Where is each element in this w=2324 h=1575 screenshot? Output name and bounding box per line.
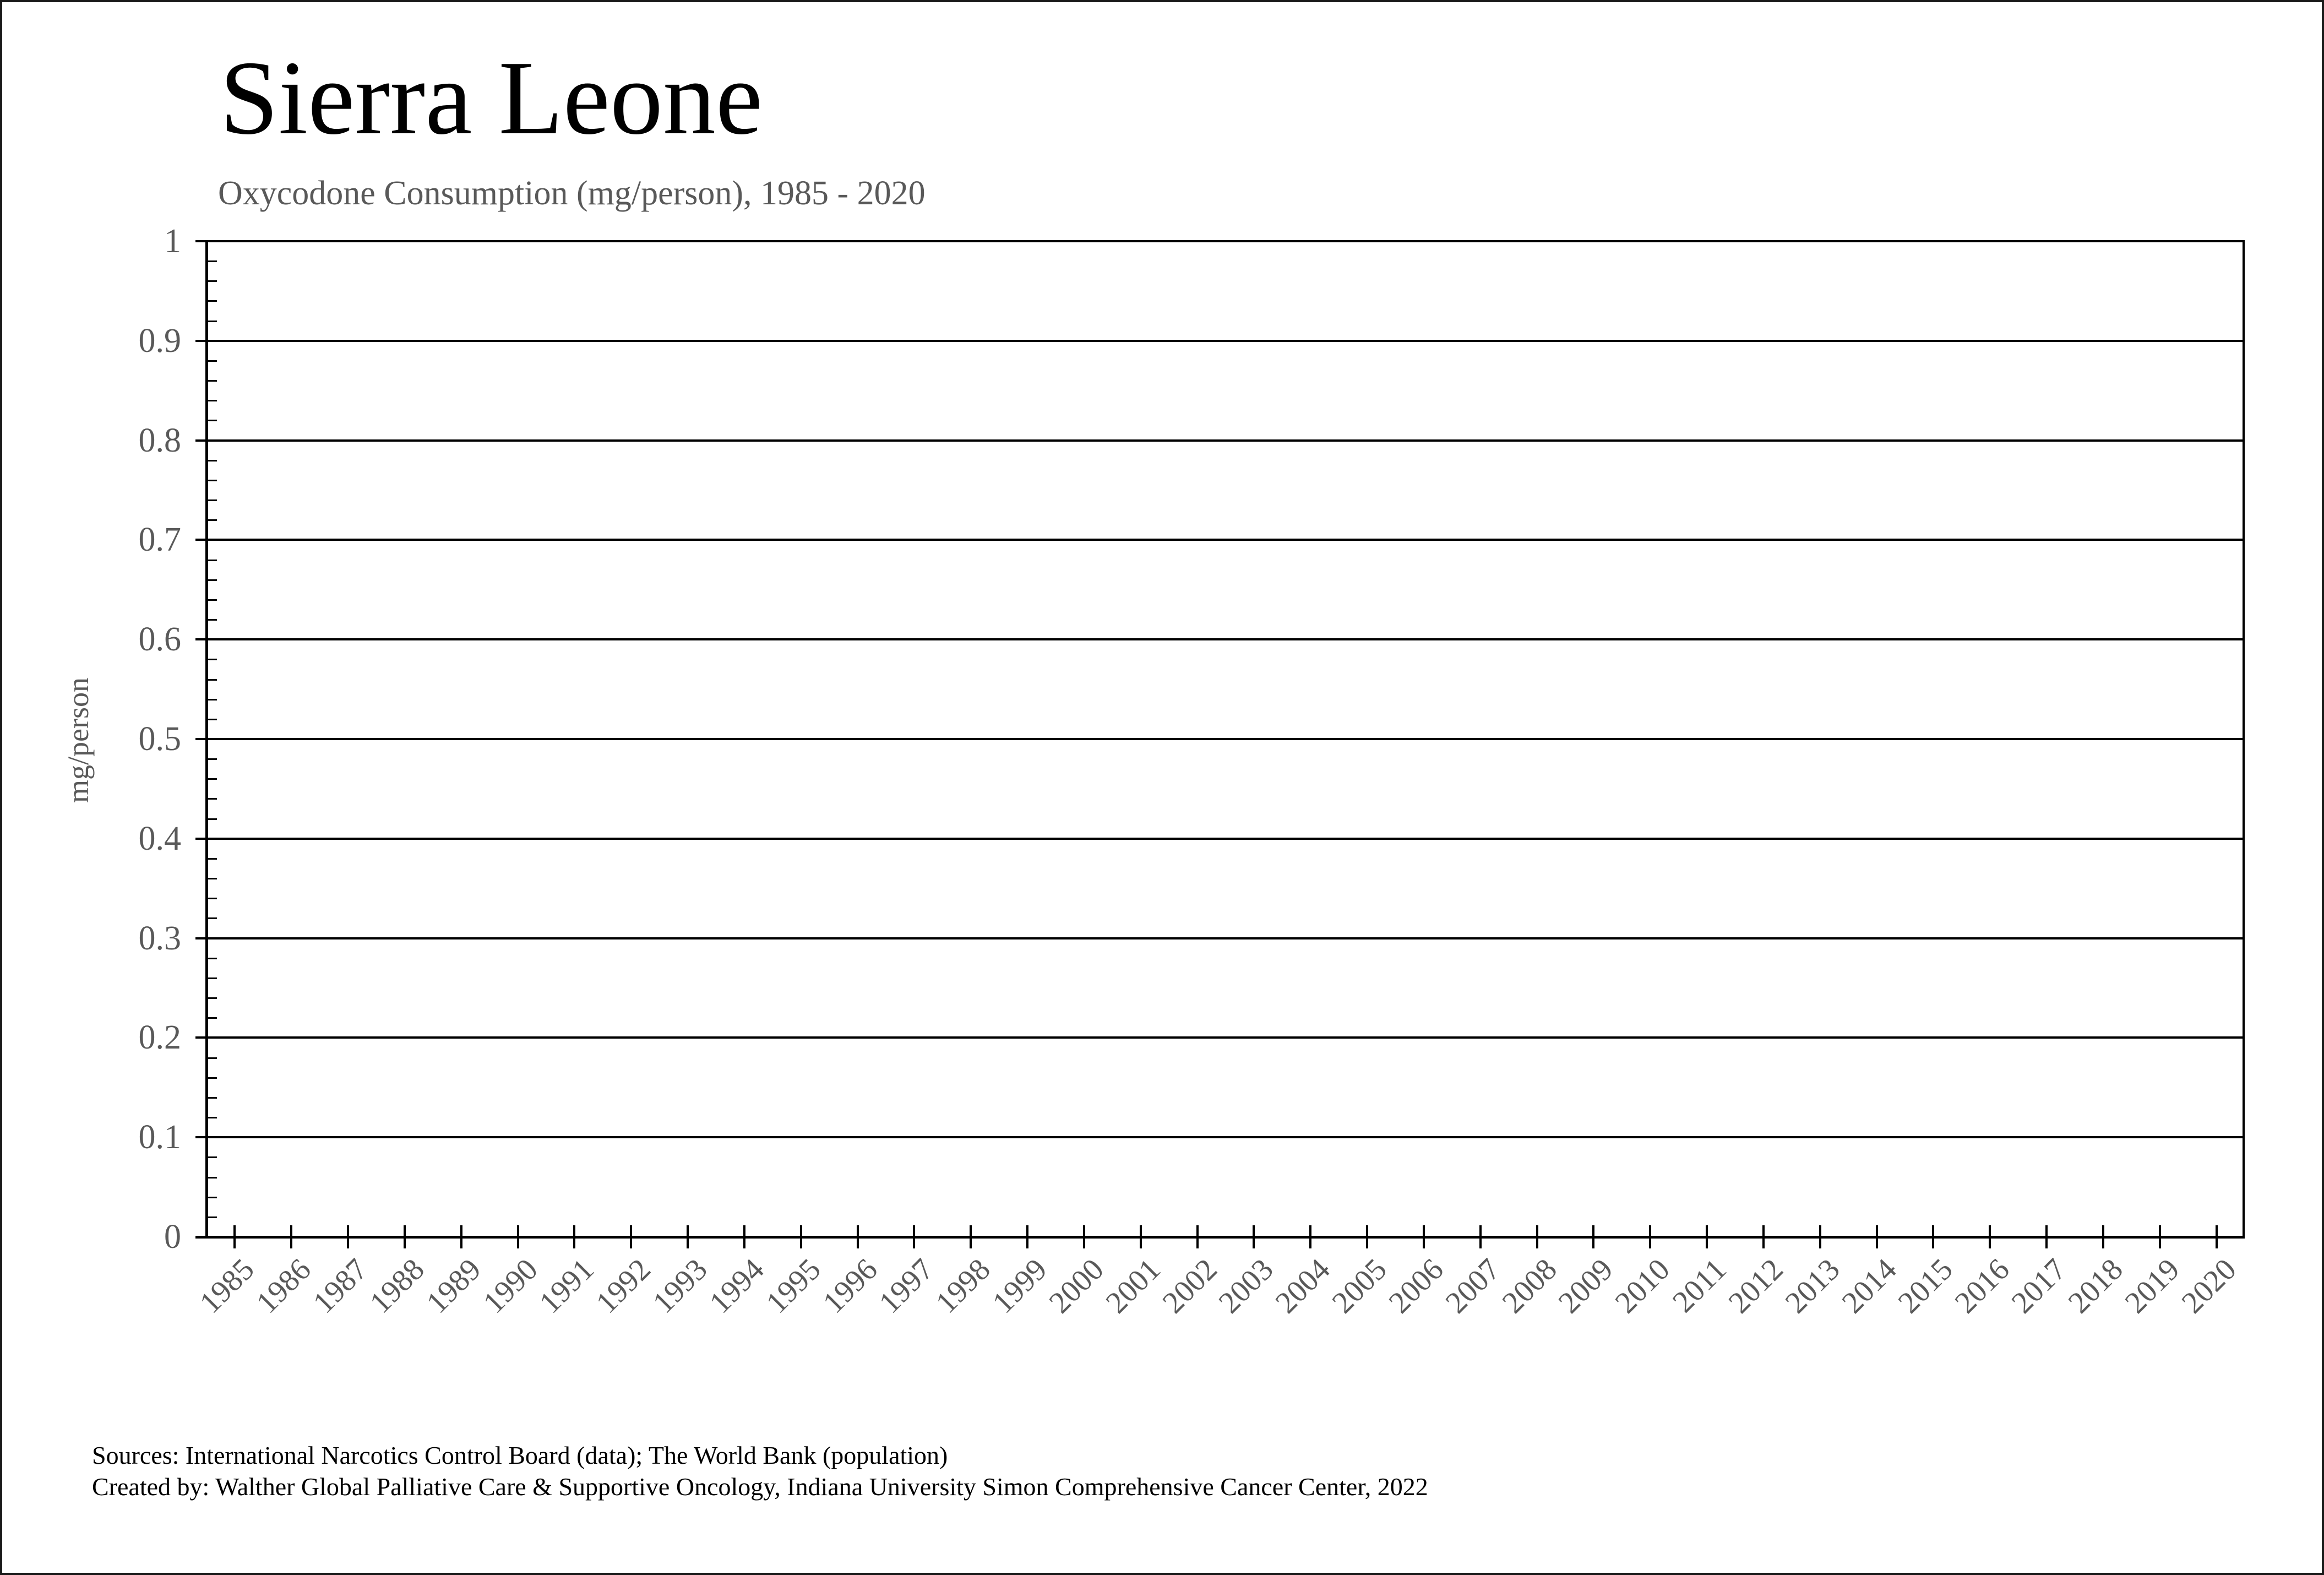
x-tick-label: 2018 [2061,1252,2130,1320]
y-gridline [195,539,2245,541]
y-minor-tick [208,898,217,899]
x-tick [1819,1225,1821,1248]
x-tick [290,1225,292,1248]
y-gridline [195,1136,2245,1138]
y-minor-tick [208,758,217,760]
source-credit-footer [92,1440,1428,1502]
y-tick-label: 1 [164,222,181,260]
y-gridline [195,1236,2245,1239]
x-tick [1989,1225,1991,1248]
x-tick [460,1225,462,1248]
x-tick [1592,1225,1594,1248]
y-minor-tick [208,579,217,581]
x-tick-label: 1992 [589,1252,657,1320]
x-tick-label: 2019 [2118,1252,2186,1320]
x-tick-label: 1988 [363,1252,431,1320]
x-tick [1706,1225,1708,1248]
y-minor-tick [208,599,217,601]
x-tick [573,1225,575,1248]
y-gridline [195,738,2245,740]
x-tick-label: 2002 [1156,1252,1224,1320]
y-minor-tick [208,858,217,860]
x-tick-label: 2007 [1439,1252,1507,1320]
y-gridline [195,240,2245,242]
y-minor-tick [208,321,217,322]
y-minor-tick [208,699,217,700]
y-minor-tick [208,1117,217,1118]
y-tick-label: 0.7 [138,521,181,559]
y-minor-tick [208,400,217,401]
x-tick-label: 2017 [2005,1252,2073,1320]
y-minor-tick [208,1097,217,1099]
y-minor-tick [208,1156,217,1158]
y-tick-label: 0.3 [138,919,181,957]
x-tick [857,1225,859,1248]
y-minor-tick [208,519,217,521]
y-minor-tick [208,679,217,681]
x-tick [1253,1225,1255,1248]
x-tick-label: 2010 [1608,1252,1677,1320]
x-tick-label: 2016 [1948,1252,2016,1320]
y-minor-tick [208,420,217,421]
x-tick-label: 2009 [1552,1252,1620,1320]
x-tick [1366,1225,1368,1248]
x-tick-label: 1996 [816,1252,884,1320]
y-minor-tick [208,778,217,780]
x-tick-label: 1989 [420,1252,488,1320]
x-tick [630,1225,632,1248]
x-tick [1536,1225,1538,1248]
x-tick-label: 1998 [929,1252,997,1320]
y-minor-tick [208,280,217,282]
x-tick-label: 1995 [759,1252,828,1320]
y-minor-tick [208,997,217,999]
x-tick [1083,1225,1085,1248]
x-tick [517,1225,519,1248]
y-tick-label: 0.8 [138,421,181,459]
created-by-line: Created by: Walther Global Palliative Care & Supportive Oncology, Indiana University Simon Comprehensive Cancer Center, 2022 [92,1473,1428,1501]
x-tick-label: 2005 [1325,1252,1394,1320]
y-minor-tick [208,659,217,660]
x-tick-label: 1997 [873,1252,941,1320]
x-tick-label: 2008 [1495,1252,1564,1320]
y-minor-tick [208,619,217,621]
y-minor-tick [208,958,217,959]
x-tick-label: 2006 [1382,1252,1450,1320]
x-tick-label: 2011 [1666,1252,1733,1319]
x-tick-label: 2004 [1269,1252,1337,1320]
x-tick [1026,1225,1028,1248]
y-gridline [195,340,2245,342]
y-minor-tick [208,300,217,302]
y-tick-label: 0.2 [138,1019,181,1057]
x-tick-label: 1987 [306,1252,374,1320]
y-gridline [195,439,2245,442]
x-tick [1309,1225,1311,1248]
y-minor-tick [208,1177,217,1178]
x-tick-label: 1999 [986,1252,1054,1320]
x-tick [2045,1225,2048,1248]
chart-title: Sierra Leone [220,39,763,156]
x-tick-label: 2013 [1778,1252,1847,1320]
y-gridline [195,937,2245,939]
x-tick [1479,1225,1482,1248]
y-minor-tick [208,460,217,461]
x-tick [233,1225,236,1248]
y-axis-title: mg/person [62,677,95,803]
y-minor-tick [208,917,217,919]
x-tick [1423,1225,1425,1248]
x-tick-label: 1990 [476,1252,545,1320]
x-tick [1876,1225,1878,1248]
x-tick [347,1225,349,1248]
x-tick-label: 1994 [703,1252,771,1320]
y-tick-label: 0.4 [138,819,181,857]
y-minor-tick [208,798,217,800]
x-tick [404,1225,406,1248]
y-minor-tick [208,480,217,481]
x-tick-label: 2020 [2175,1252,2243,1320]
y-minor-tick [208,360,217,362]
y-minor-tick [208,1077,217,1079]
x-tick [743,1225,745,1248]
y-minor-tick [208,1017,217,1019]
x-tick-label: 2000 [1042,1252,1111,1320]
x-tick-label: 1985 [193,1252,262,1320]
x-tick [800,1225,802,1248]
y-minor-tick [208,1216,217,1218]
x-tick [2216,1225,2218,1248]
x-tick-label: 2003 [1212,1252,1281,1320]
y-minor-tick [208,818,217,820]
y-tick-label: 0.9 [138,322,181,360]
x-tick [1649,1225,1651,1248]
x-tick [2159,1225,2161,1248]
x-tick-label: 1986 [249,1252,318,1320]
y-gridline [195,638,2245,640]
x-tick [1932,1225,1934,1248]
plot-area [206,241,2245,1237]
x-tick [913,1225,915,1248]
y-tick-label: 0.5 [138,720,181,758]
y-minor-tick [208,977,217,979]
y-minor-tick [208,380,217,382]
y-minor-tick [208,878,217,879]
sources-line: Sources: International Narcotics Control Board (data); The World Bank (population) [92,1441,948,1469]
y-gridline [195,838,2245,840]
y-minor-tick [208,260,217,262]
x-tick-label: 1991 [533,1252,601,1320]
y-tick-label: 0.1 [138,1118,181,1156]
x-tick-label: 2014 [1835,1252,1903,1320]
y-gridline [195,1036,2245,1039]
x-tick [687,1225,689,1248]
y-minor-tick [208,1197,217,1198]
y-minor-tick [208,499,217,501]
x-tick-label: 2015 [1892,1252,1960,1320]
chart-subtitle: Oxycodone Consumption (mg/person), 1985 - 2020 [218,175,926,212]
x-tick [1762,1225,1765,1248]
x-tick [970,1225,972,1248]
x-tick [1140,1225,1142,1248]
x-tick-label: 2012 [1722,1252,1790,1320]
y-tick-label: 0 [164,1218,181,1256]
y-tick-label: 0.6 [138,621,181,659]
x-tick-label: 1993 [646,1252,714,1320]
x-tick-label: 2001 [1099,1252,1167,1320]
y-minor-tick [208,560,217,561]
x-tick [2102,1225,2104,1248]
y-minor-tick [208,719,217,720]
x-tick [1196,1225,1199,1248]
y-minor-tick [208,1057,217,1059]
